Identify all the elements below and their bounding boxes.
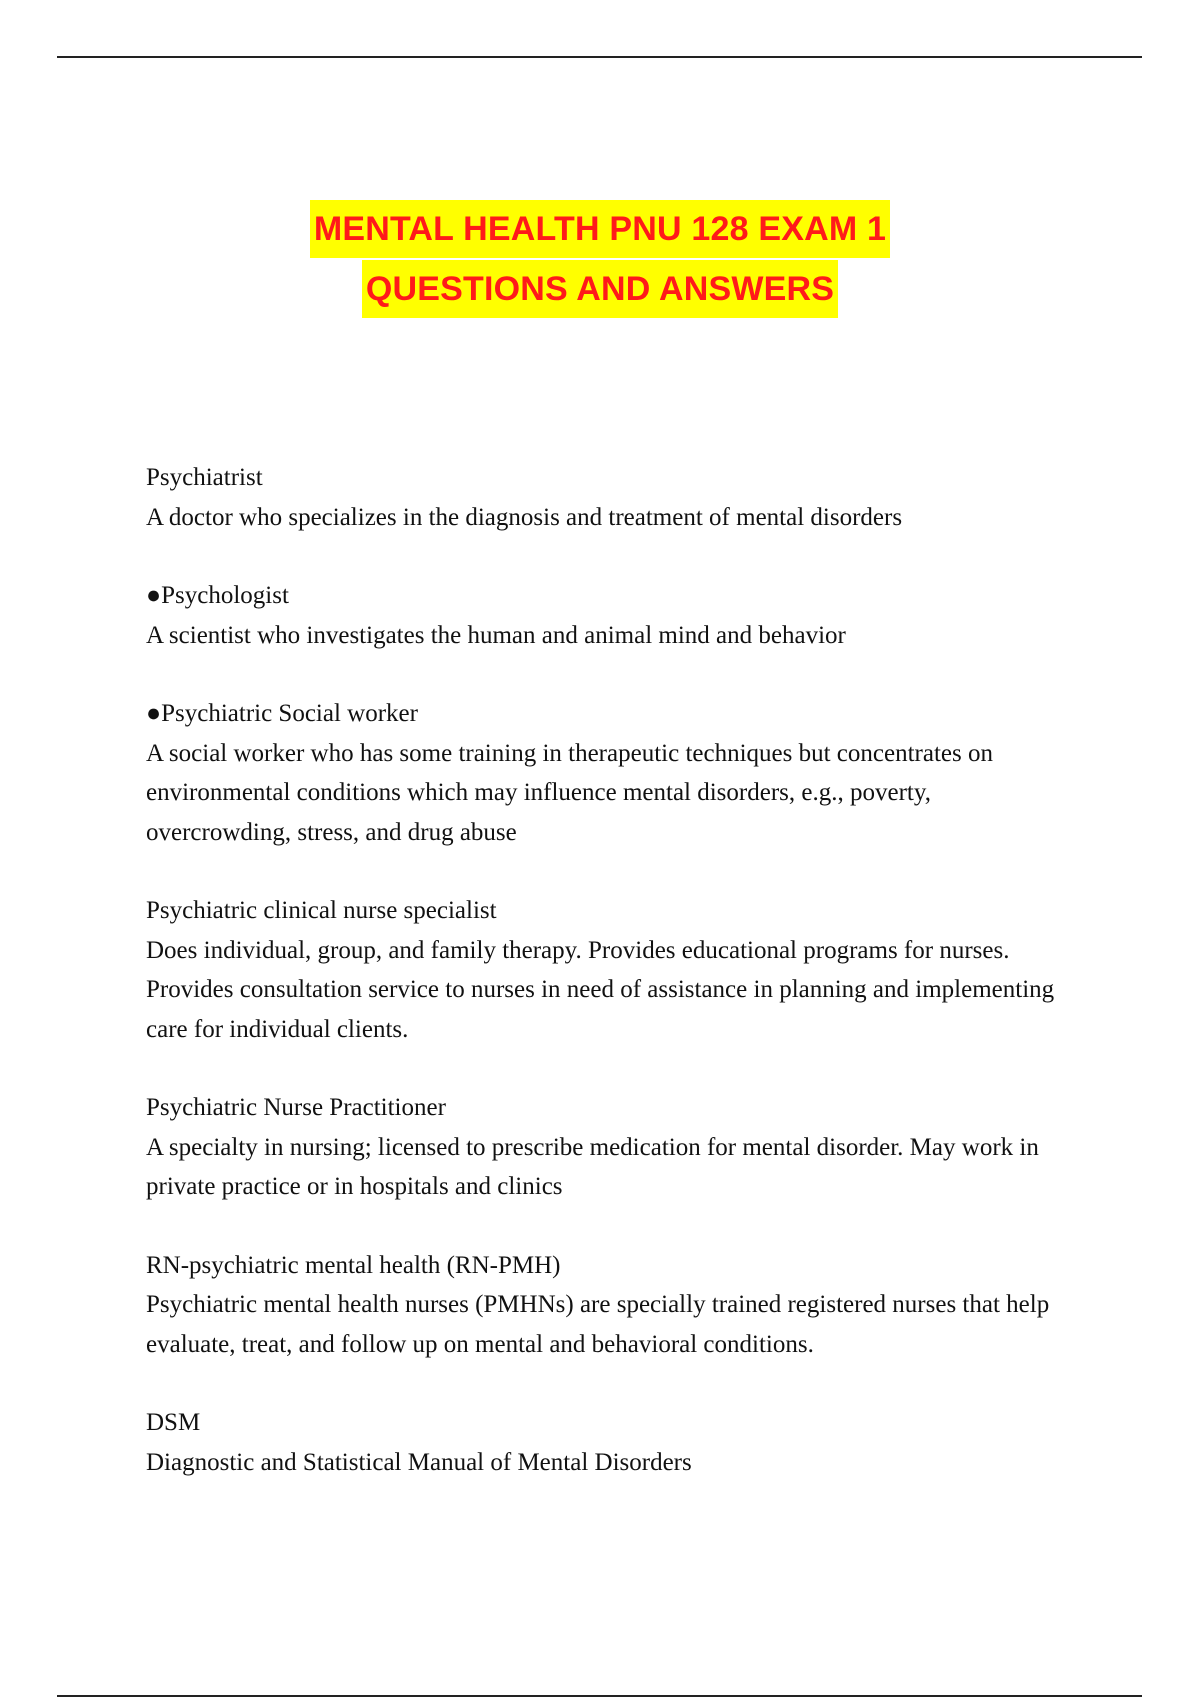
title-line-2: QUESTIONS AND ANSWERS [362, 260, 838, 318]
entry-term: Psychiatric Nurse Practitioner [146, 1094, 446, 1121]
entry-term: Psychiatrist [146, 464, 263, 491]
entry-term: ●Psychologist [146, 582, 289, 609]
qa-entry [146, 891, 1066, 1049]
qa-entry [146, 458, 1066, 537]
entry-definition: A scientist who investigates the human and animal mind and behavior [146, 621, 846, 649]
entry-definition: A social worker who has some training in therapeutic techniques but concentrates on environmental conditions which may influence mental disorders, e.g., poverty, overcrowding, stress, and drug abuse [146, 739, 993, 846]
bottom-rule [57, 1695, 1142, 1697]
entry-term: Psychiatric clinical nurse specialist [146, 897, 497, 924]
qa-entry [146, 1246, 1066, 1365]
entry-definition: Diagnostic and Statistical Manual of Mental Disorders [146, 1448, 692, 1476]
qa-entry [146, 576, 1066, 655]
document-title [0, 200, 1200, 320]
top-rule [57, 56, 1142, 58]
entry-term: DSM [146, 1409, 201, 1436]
entry-definition: A specialty in nursing; licensed to prescribe medication for mental disorder. May work in private practice or in hospitals and clinics [146, 1133, 1039, 1200]
title-line-1: MENTAL HEALTH PNU 128 EXAM 1 [310, 200, 890, 258]
entry-definition: Psychiatric mental health nurses (PMHNs) are specially trained registered nurses that help evaluate, treat, and follow up on mental and behavioral conditions. [146, 1291, 1050, 1358]
entry-term: ●Psychiatric Social worker [146, 700, 418, 727]
qa-list [146, 458, 1066, 1521]
entry-definition: A doctor who specializes in the diagnosis and treatment of mental disorders [146, 503, 903, 531]
entry-definition: Does individual, group, and family therapy. Provides educational programs for nurses. Provides consultation service to nurses in need of assistance in planning and implementing care for individual clients. [146, 936, 1055, 1043]
qa-entry [146, 694, 1066, 852]
qa-entry [146, 1403, 1066, 1482]
entry-term: RN-psychiatric mental health (RN-PMH) [146, 1251, 561, 1279]
qa-entry [146, 1088, 1066, 1207]
